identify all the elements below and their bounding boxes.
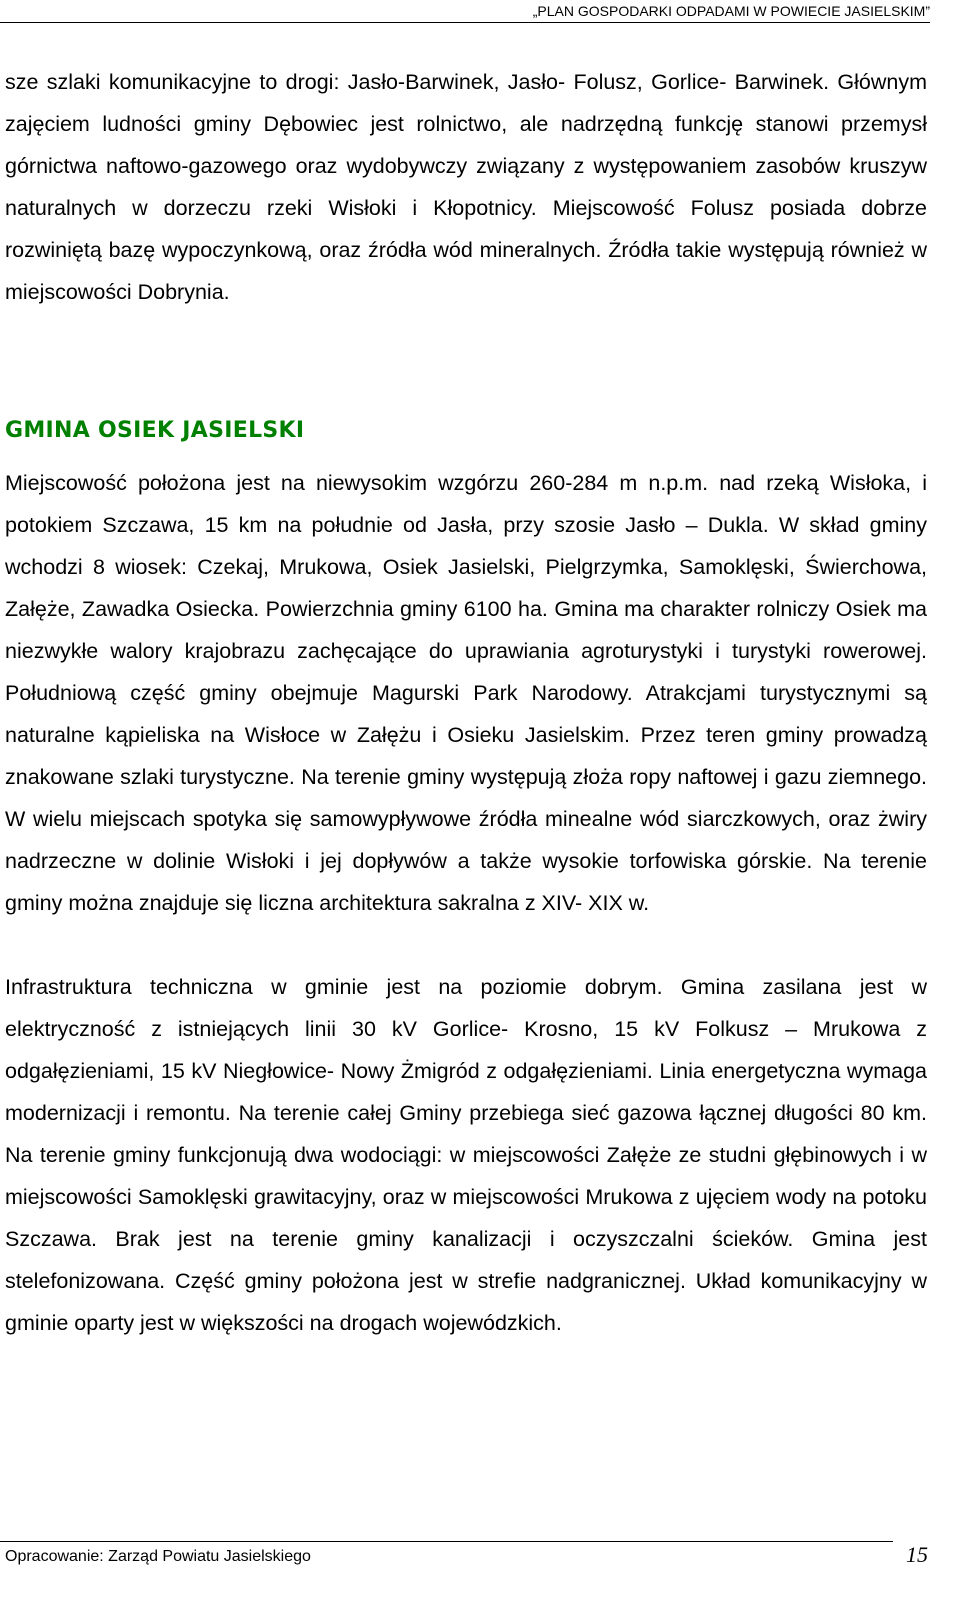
section-heading: GMINA OSIEK JASIELSKI: [5, 418, 305, 443]
section-paragraph-2: Infrastruktura techniczna w gminie jest na poziomie dobrym. Gmina zasilana jest w elektryczność z istniejących linii 30 kV Gorlice- Krosno, 15 kV Folkusz – Mrukowa z odgałęzieniami, 15 kV Niegłowice- Nowy Żmigród z odgałęzieniami. Linia energetyczna wymaga modernizacji i remontu. Na terenie całej Gminy przebiega sieć gazowa łącznej długości 80 km. Na terenie gminy funkcjonują dwa wodociągi: w miejscowości Załęże ze studni głębinowych i w miejscowości Samoklęski grawitacyjny, oraz w miejscowości Mrukowa z ujęciem wody na potoku Szczawa. Brak jest na terenie gminy kanalizacji i oczyszczalni ścieków. Gmina jest stelefonizowana. Część gminy położona jest w strefie nadgranicznej. Układ komunikacyjny w gminie oparty jest w większości na drogach wojewódzkich.: [5, 975, 927, 1335]
header-divider: [0, 22, 930, 23]
section-paragraph-1: Miejscowość położona jest na niewysokim wzgórzu 260-284 m n.p.m. nad rzeką Wisłoka, i potokiem Szczawa, 15 km na południe od Jasła, przy szosie Jasło – Dukla. W skład gminy wchodzi 8 wiosek: Czekaj, Mrukowa, Osiek Jasielski, Pielgrzymka, Samoklęski, Świerchowa, Załęże, Zawadka Osiecka. Powierzchnia gminy 6100 ha. Gmina ma charakter rolniczy Osiek ma niezwykłe walory krajobrazu zachęcające do uprawiania agroturystyki i turystyki rowerowej. Południową część gminy obejmuje Magurski Park Narodowy. Atrakcjami turystycznymi są naturalne kąpieliska na Wisłoce w Załężu i Osieku Jasielskim. Przez teren gminy prowadzą znakowane szlaki turystyczne. Na terenie gminy występują złoża ropy naftowej i gazu ziemnego. W wielu miejscach spotyka się samowypływowe źródła minealne wód siarczkowych, oraz żwiry nadrzeczne w dolinie Wisłoki i jej dopływów a także wysokie torfowiska górskie. Na terenie gminy można znajduje się liczna architektura sakralna z XIV- XIX w.: [5, 471, 927, 915]
footer-divider: [0, 1541, 893, 1542]
running-header: „PLAN GOSPODARKI ODPADAMI W POWIECIE JASIELSKIM”: [532, 3, 930, 19]
intro-paragraph: sze szlaki komunikacyjne to drogi: Jasło-Barwinek, Jasło- Folusz, Gorlice- Barwinek. Głównym zajęciem ludności gminy Dębowiec jest rolnictwo, ale nadrzędną funkcję stanowi przemysł górnictwa naftowo-gazowego oraz wydobywczy związany z występowaniem zasobów kruszyw naturalnych w dorzeczu rzeki Wisłoki i Kłopotnicy. Miejscowość Folusz posiada dobrze rozwiniętą bazę wypoczynkową, oraz źródła wód mineralnych. Źródła takie występują również w miejscowości Dobrynia.: [5, 70, 927, 304]
page-number: 15: [906, 1542, 928, 1567]
footer-credit: Opracowanie: Zarząd Powiatu Jasielskiego: [5, 1548, 311, 1565]
